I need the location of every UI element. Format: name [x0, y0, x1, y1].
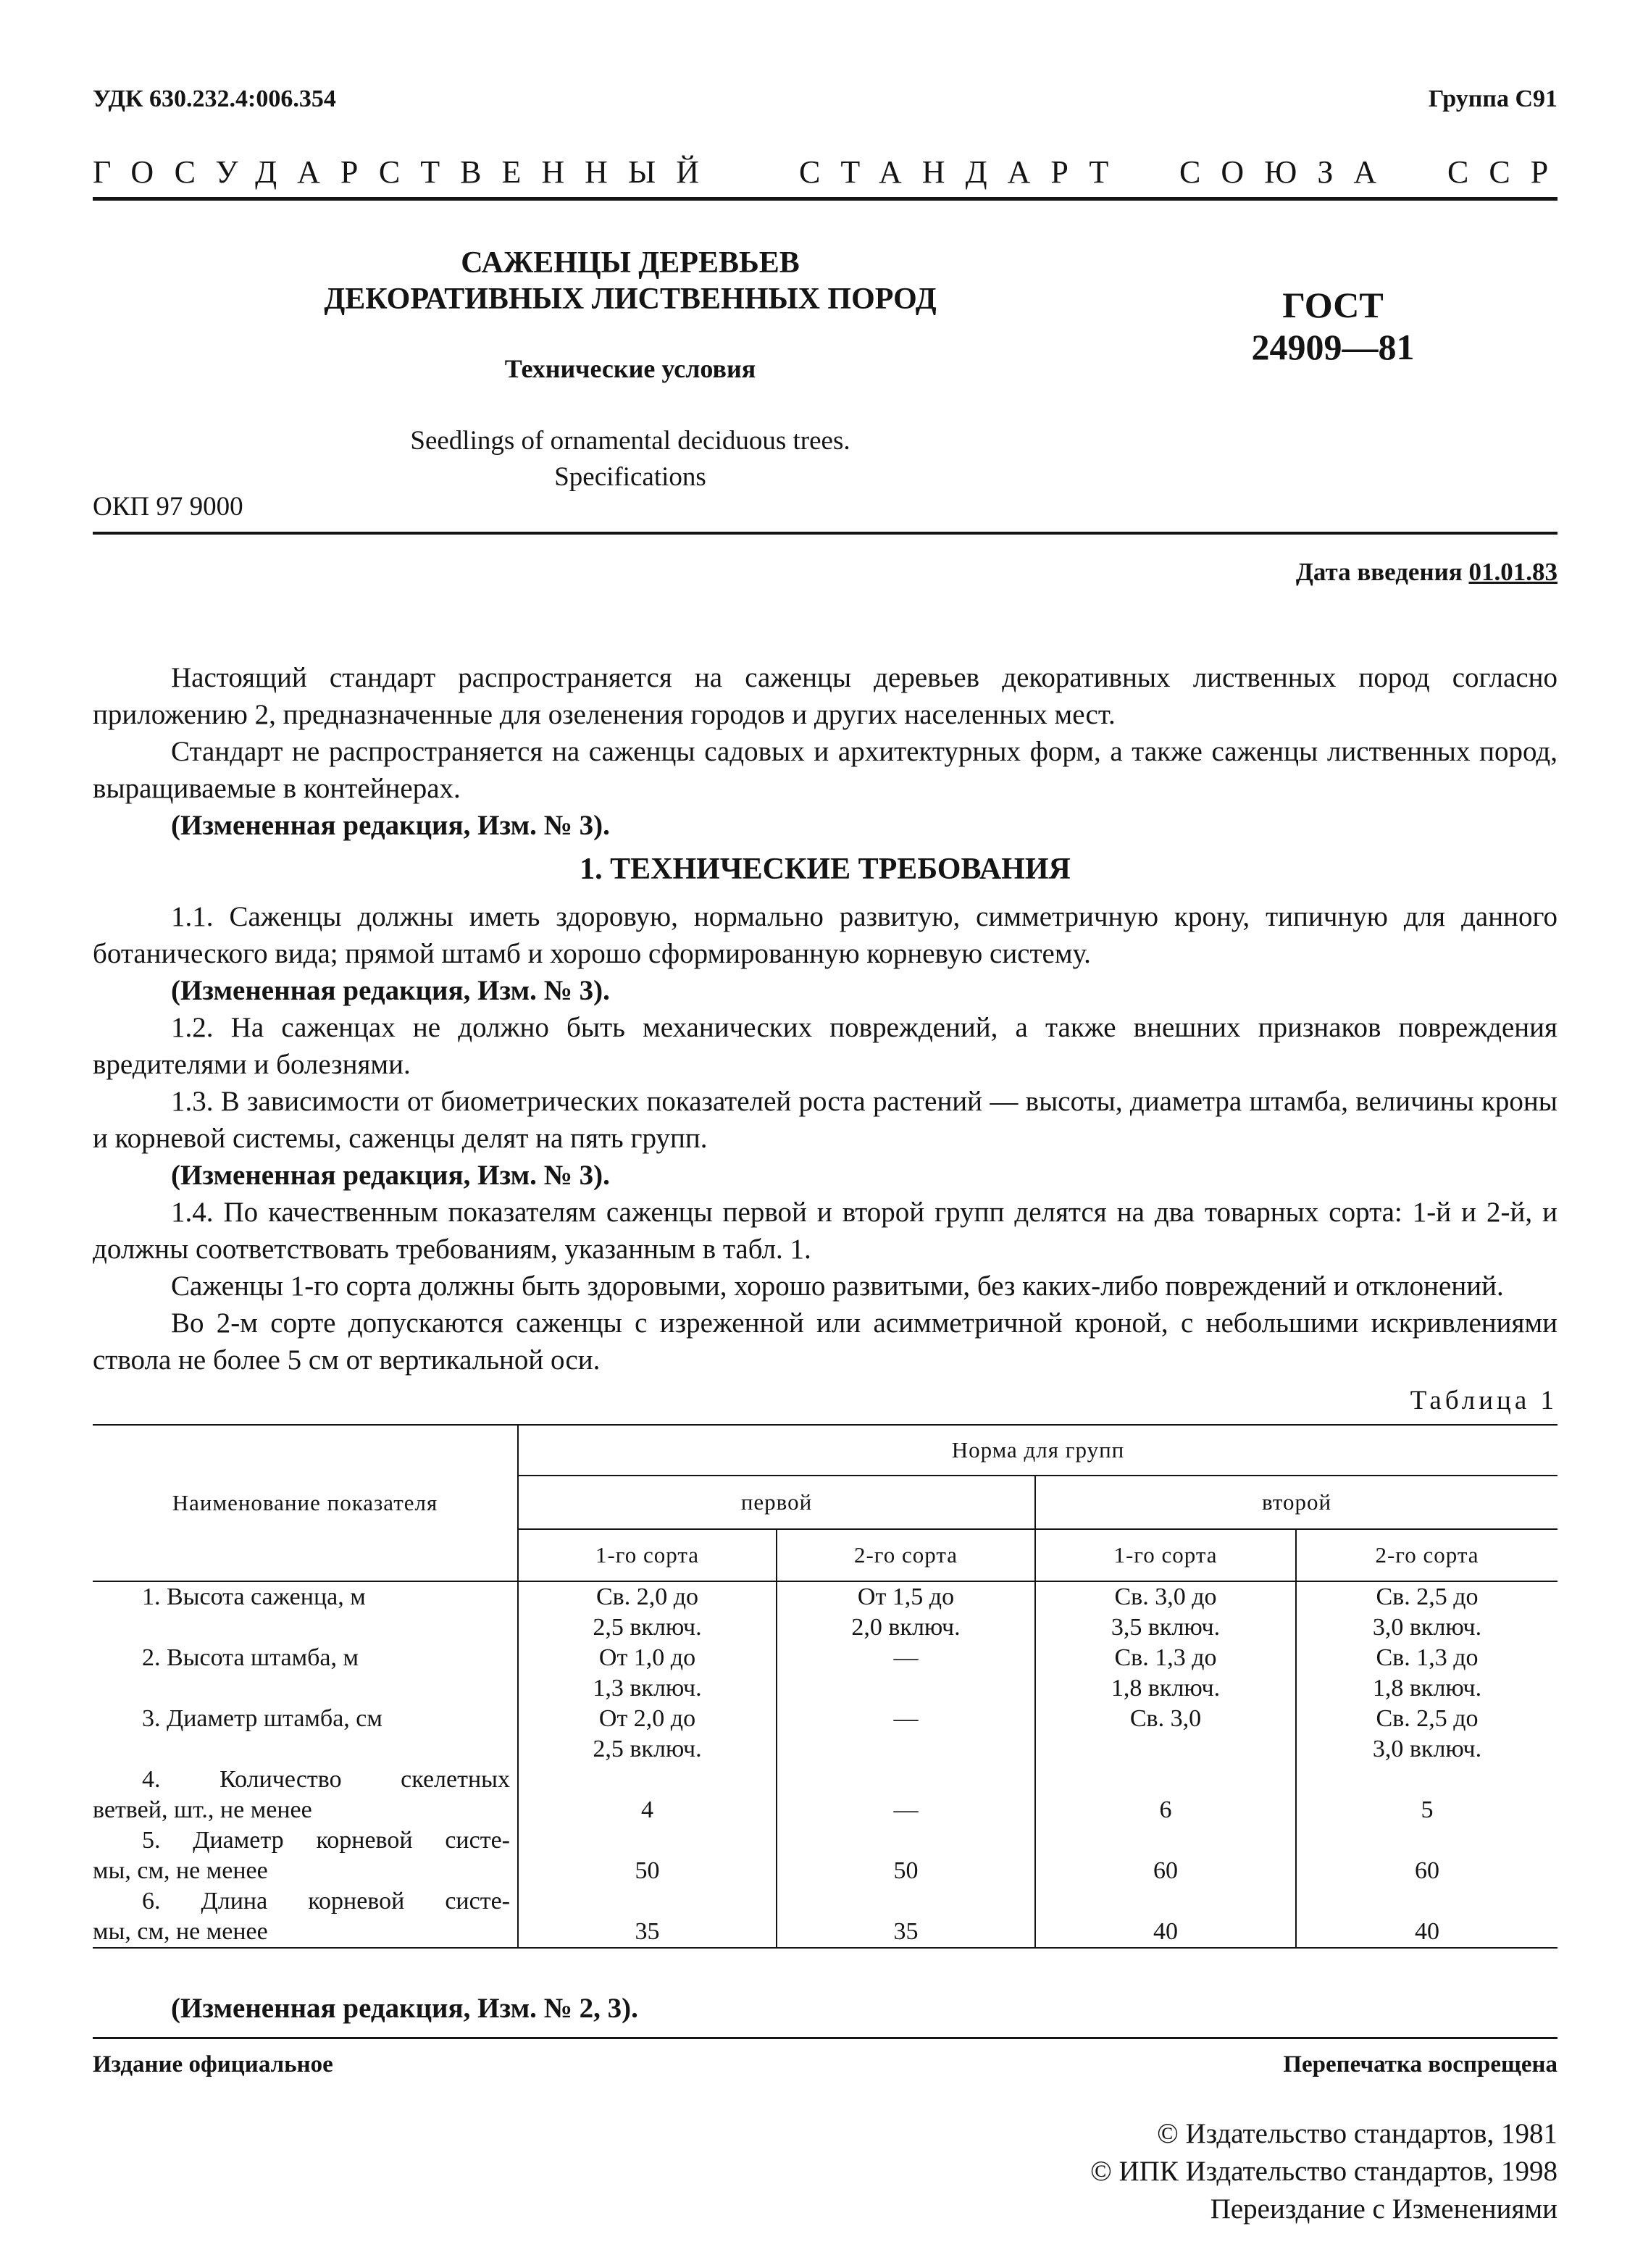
- value-line: 50: [893, 1857, 919, 1884]
- gost-number: 24909—81: [1251, 327, 1415, 367]
- value-cell: [1296, 1704, 1557, 1765]
- clause-1-3: 1.3. В зависимости от биометрических показателей роста растений — высоты, диаметра штамба, величины кроны и корневой системы, саженцы делят на пять групп.: [93, 1086, 1557, 1154]
- grade-1-header: 1-го сорта: [1035, 1529, 1296, 1581]
- value-cell: [1035, 1825, 1296, 1886]
- indicator-name-line: 1. Высота саженца, м: [142, 1583, 366, 1610]
- value-line: 35: [635, 1918, 660, 1945]
- intro-paragraph-2: Стандарт не распространяется на саженцы садовых и архитектурных форм, а также саженцы лиственных пород, выращиваемые в контейнерах.: [93, 736, 1557, 804]
- clause-1-4-grade2: Во 2-м сорте допускаются саженцы с изреженной или асимметричной кроной, с небольшими искривлениями ствола не более 5 см от вертикальной оси.: [93, 1307, 1557, 1376]
- document-title: [217, 245, 1043, 317]
- value-line: 3,0 включ.: [1372, 1736, 1482, 1762]
- value-line: [519, 1765, 776, 1795]
- indicator-name-line: мы, см, не менее: [93, 1857, 268, 1884]
- heading-word: СОЮЗА: [1179, 154, 1397, 190]
- value-line: Св. 3,0: [1129, 1705, 1202, 1732]
- value-cell: [777, 1765, 1035, 1825]
- table-row: [93, 1643, 1557, 1704]
- indicator-name-cell: [93, 1704, 518, 1765]
- okp-code: ОКП 97 9000: [93, 492, 243, 522]
- value-cell: [518, 1581, 777, 1643]
- indicator-name-cell: [93, 1643, 518, 1704]
- indicator-name-line: 2. Высота штамба, м: [142, 1644, 359, 1671]
- group-first-header: первой: [518, 1476, 1035, 1529]
- grade-1-header: 1-го сорта: [518, 1529, 777, 1581]
- group-second-header: второй: [1035, 1476, 1557, 1529]
- reprint-notice: Перепечатка воспрещена: [1283, 2051, 1557, 2077]
- table-row: [93, 1886, 1557, 1948]
- indicator-name-line: 5. Диаметр корневой систе-: [142, 1827, 510, 1854]
- intro-date-label: Дата введения: [1295, 558, 1463, 586]
- table-row: [93, 1765, 1557, 1825]
- udk-code: УДК 630.232.4:006.354: [93, 85, 336, 112]
- value-cell: [1035, 1886, 1296, 1948]
- value-line: —: [893, 1705, 919, 1732]
- value-line: 5: [1421, 1796, 1434, 1823]
- value-cell: [777, 1643, 1035, 1704]
- copyright-block: [1090, 2115, 1557, 2228]
- heading-word: СТАНДАРТ: [799, 154, 1129, 190]
- value-line: От 1,0 до: [598, 1644, 696, 1671]
- table-body: [93, 1581, 1557, 1948]
- value-cell: [518, 1886, 777, 1948]
- value-line: [1036, 1886, 1295, 1917]
- value-cell: [1035, 1643, 1296, 1704]
- value-cell: [518, 1825, 777, 1886]
- value-line: [1036, 1825, 1295, 1856]
- document-subtitle: Технические условия: [504, 354, 756, 383]
- requirements-table: [93, 1424, 1557, 1949]
- indicator-name-cell: [93, 1581, 518, 1643]
- official-edition: Издание официальное: [93, 2051, 333, 2077]
- grade-2-header: 2-го сорта: [777, 1529, 1035, 1581]
- reissue-note: Переиздание с Изменениями: [1210, 2193, 1557, 2225]
- table-caption: Таблица 1: [1410, 1386, 1557, 1415]
- table-row: [93, 1825, 1557, 1886]
- value-cell: [518, 1765, 777, 1825]
- value-cell: [1035, 1765, 1296, 1825]
- norm-column-header: Норма для групп: [518, 1425, 1557, 1476]
- group-code: Группа С91: [1428, 85, 1557, 112]
- footer-rule: [93, 2037, 1557, 2039]
- value-line: 2,0 включ.: [851, 1614, 961, 1641]
- value-line: [777, 1886, 1034, 1917]
- section-1-body: [93, 898, 1557, 1378]
- value-line: [777, 1765, 1034, 1795]
- intro-paragraph-1: Настоящий стандарт распространяется на саженцы деревьев декоративных лиственных пород согласно приложению 2, предназначенные для озеленения городов и других населенных мест.: [93, 662, 1557, 730]
- table-row: [93, 1581, 1557, 1643]
- value-line: —: [893, 1644, 919, 1671]
- value-line: Св. 1,3 до: [1114, 1644, 1217, 1671]
- value-line: От 2,0 до: [598, 1705, 696, 1732]
- clause-1-1: 1.1. Саженцы должны иметь здоровую, нормально развитую, симметричную крону, типичную для данного ботанического вида; прямой штамб и хорошо сформированную корневую систему.: [93, 901, 1557, 969]
- indicator-name-cell: [93, 1886, 518, 1948]
- table-row: [93, 1704, 1557, 1765]
- indicator-name-line: мы, см, не менее: [93, 1918, 268, 1945]
- title-rule: [93, 532, 1557, 535]
- heading-word: ГОСУДАРСТВЕННЫЙ: [93, 154, 720, 190]
- value-line: 4: [641, 1796, 653, 1823]
- value-line: 6: [1159, 1796, 1172, 1823]
- revision-note: (Измененная редакция, Изм. № 3).: [171, 975, 610, 1006]
- value-line: 1,8 включ.: [1111, 1675, 1221, 1702]
- value-line: Св. 2,5 до: [1376, 1705, 1479, 1732]
- value-line: —: [893, 1796, 919, 1823]
- value-cell: [518, 1643, 777, 1704]
- gost-designation: [1188, 284, 1478, 368]
- value-line: [1297, 1886, 1557, 1917]
- table-revision-note: (Измененная редакция, Изм. № 2, 3).: [171, 1993, 638, 2024]
- value-cell: [518, 1704, 777, 1765]
- value-line: [777, 1825, 1034, 1856]
- english-title: [217, 423, 1043, 495]
- header-rule: [93, 197, 1557, 201]
- value-line: От 1,5 до: [857, 1583, 955, 1610]
- value-cell: [777, 1825, 1035, 1886]
- intro-section: [93, 659, 1557, 844]
- value-line: 2,5 включ.: [593, 1736, 702, 1762]
- value-line: 3,0 включ.: [1372, 1614, 1482, 1641]
- section-title: 1. ТЕХНИЧЕСКИЕ ТРЕБОВАНИЯ: [580, 853, 1071, 886]
- value-line: 40: [1415, 1918, 1439, 1945]
- value-line: [1036, 1765, 1295, 1795]
- value-cell: [1035, 1581, 1296, 1643]
- value-line: 50: [635, 1857, 660, 1884]
- revision-note: (Измененная редакция, Изм. № 3).: [171, 1160, 610, 1191]
- title-line-1: САЖЕНЦЫ ДЕРЕВЬЕВ: [461, 246, 800, 280]
- clause-1-4-grade1: Саженцы 1-го сорта должны быть здоровыми, хорошо развитыми, без каких-либо повреждений и отклонений.: [171, 1271, 1504, 1302]
- value-line: 60: [1415, 1857, 1439, 1884]
- english-title-line-2: Specifications: [554, 462, 706, 492]
- indicator-name-line: 3. Диаметр штамба, см: [142, 1705, 382, 1732]
- value-line: Св. 1,3 до: [1376, 1644, 1479, 1671]
- value-line: 35: [893, 1918, 919, 1945]
- value-cell: [1296, 1886, 1557, 1948]
- value-line: 40: [1153, 1918, 1178, 1945]
- value-line: 1,8 включ.: [1372, 1675, 1482, 1702]
- value-line: Св. 2,5 до: [1376, 1583, 1479, 1610]
- copyright-1981: © Издательство стандартов, 1981: [1157, 2118, 1557, 2149]
- value-line: 3,5 включ.: [1111, 1614, 1221, 1641]
- value-line: [519, 1825, 776, 1856]
- value-cell: [1296, 1765, 1557, 1825]
- clause-1-2: 1.2. На саженцах не должно быть механических повреждений, а также внешних признаков повреждения вредителями и болезнями.: [93, 1012, 1557, 1080]
- copyright-1998: © ИПК Издательство стандартов, 1998: [1090, 2156, 1557, 2187]
- indicator-name-cell: [93, 1765, 518, 1825]
- indicator-name-line: 4. Количество скелетных: [142, 1766, 510, 1793]
- value-cell: [1296, 1581, 1557, 1643]
- clause-1-4: 1.4. По качественным показателям саженцы первой и второй групп делятся на два товарных сорта: 1-й и 2-й, и должны соответствовать требованиям, указанным в табл. 1.: [93, 1197, 1557, 1265]
- gost-label: ГОСТ: [1282, 285, 1384, 325]
- value-cell: [777, 1581, 1035, 1643]
- value-line: [519, 1886, 776, 1917]
- indicator-column-header: Наименование показателя: [93, 1425, 518, 1581]
- value-line: 2,5 включ.: [593, 1614, 702, 1641]
- value-cell: [1035, 1704, 1296, 1765]
- value-cell: [1296, 1825, 1557, 1886]
- value-line: [1297, 1765, 1557, 1795]
- heading-word: ССР: [1447, 154, 1569, 190]
- grade-2-header: 2-го сорта: [1296, 1529, 1557, 1581]
- value-line: 60: [1153, 1857, 1178, 1884]
- value-line: Св. 2,0 до: [595, 1583, 699, 1610]
- revision-note: (Измененная редакция, Изм. № 3).: [171, 810, 610, 841]
- value-line: [1297, 1825, 1557, 1856]
- value-cell: [1296, 1643, 1557, 1704]
- indicator-name-cell: [93, 1825, 518, 1886]
- value-line: 1,3 включ.: [593, 1675, 702, 1702]
- intro-date-value: 01.01.83: [1468, 558, 1557, 586]
- indicator-name-line: ветвей, шт., не менее: [93, 1796, 312, 1823]
- value-cell: [777, 1886, 1035, 1948]
- english-title-line-1: Seedlings of ornamental deciduous trees.: [410, 426, 850, 456]
- indicator-name-line: 6. Длина корневой систе-: [142, 1888, 510, 1915]
- value-cell: [777, 1704, 1035, 1765]
- title-line-2: ДЕКОРАТИВНЫХ ЛИСТВЕННЫХ ПОРОД: [324, 283, 937, 316]
- intro-date: [1296, 558, 1557, 587]
- value-line: Св. 3,0 до: [1114, 1583, 1217, 1610]
